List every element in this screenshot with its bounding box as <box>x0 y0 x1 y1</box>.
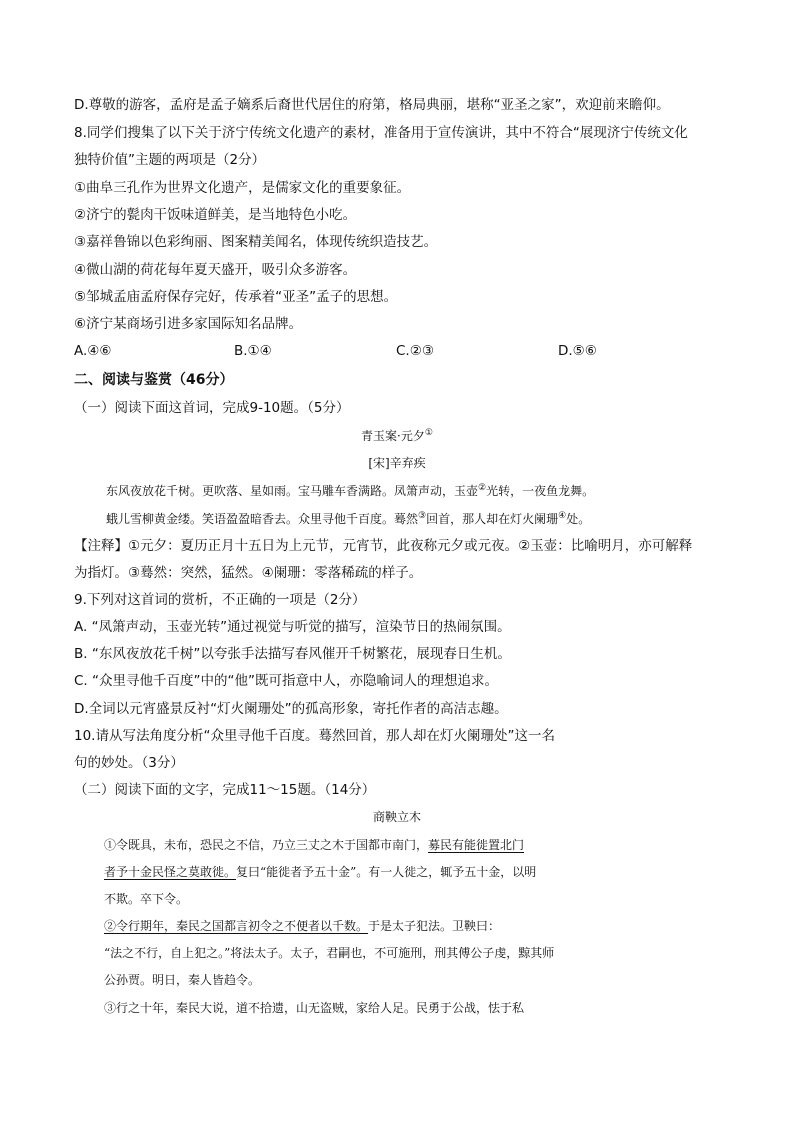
q10-line2: 句的妙处。（3分） <box>74 755 184 771</box>
poem-author: [宋]辛弃疾 <box>368 456 426 470</box>
passage-p1-underlined-2: 者予十金民怪之莫敢徙。 <box>104 865 237 879</box>
passage-p1-line2 <box>104 862 536 882</box>
passage-p1-a: ①令既具，未布，恐民之不信，乃立三丈之木于国都市南门， <box>104 838 429 852</box>
poem-title-note: ① <box>424 428 433 438</box>
poem-line-1-b: 光转，一夜鱼龙舞。 <box>486 484 595 498</box>
q8-stem-line2: 独特价值”主题的两项是（2分） <box>74 152 266 168</box>
q9-option-b: B. “东风夜放花千树”以夸张手法描写春风催开千树繁花，展现春日生机。 <box>74 646 511 662</box>
section-heading: 二、阅读与鉴赏（46分） <box>74 372 234 388</box>
q8-option-d: D.⑤⑥ <box>558 343 597 359</box>
q8-item-2: ②济宁的甏肉干饭味道鲜美，是当地特色小吃。 <box>74 207 357 223</box>
poem-line-2-c: 处。 <box>566 512 591 526</box>
part2-intro: （二）阅读下面的文字，完成11～15题。（14分） <box>74 782 376 798</box>
poem-line-2-b: 回首，那人却在灯火阑珊 <box>426 512 559 526</box>
poem-line-1-a: 东风夜放花千树。更吹落、星如雨。宝马雕车香满路。凤箫声动，玉壶 <box>106 484 479 498</box>
poem-title <box>0 426 794 446</box>
q9-option-a: A. “凤箫声动，玉壶光转”通过视觉与听觉的描写，渲染节日的热闹氛围。 <box>74 619 511 635</box>
passage-p1-b: 复曰“能徙者予五十金”。有一人徙之，辄予五十金，以明 <box>236 865 537 879</box>
q8-item-6: ⑥济宁某商场引进多家国际知名品牌。 <box>74 316 303 332</box>
passage-p1-underlined-1: 募民有能徙置北门 <box>428 838 525 852</box>
q8-option-b: B.①④ <box>234 343 272 359</box>
passage-p2-underlined: ②令行期年，秦民之国都言初令之不便者以千数。 <box>104 919 369 933</box>
poem-title-text: 青玉案·元夕 <box>361 429 425 443</box>
passage-p2-line1 <box>104 916 500 936</box>
poem-line-1-note: ② <box>478 483 487 493</box>
poem-line-2-note1: ③ <box>418 511 427 521</box>
q9-option-d: D.全词以元宵盛景反衬“灯火阑珊处”的孤高形象，寄托作者的高洁志趣。 <box>74 701 508 717</box>
passage-p1-line1 <box>104 835 524 855</box>
poem-line-2-note2: ④ <box>558 511 567 521</box>
passage-p2-a: 于是太子犯法。卫鞅曰： <box>368 919 501 933</box>
q9-option-c: C. “众里寻他千百度”中的“他”既可指意中人，亦隐喻词人的理想追求。 <box>74 673 498 689</box>
part1-intro: （一）阅读下面这首词，完成9-10题。（5分） <box>74 400 350 416</box>
passage-p2-line3: 公孙贾。明日，秦人皆趋令。 <box>104 973 261 987</box>
q8-option-c: C.②③ <box>396 343 434 359</box>
q7-option-d: D.尊敬的游客，孟府是孟子嫡系后裔世代居住的府第，格局典丽，堪称“亚圣之家”，欢迎前来瞻仰。 <box>74 97 670 113</box>
q8-item-3: ③嘉祥鲁锦以色彩绚丽、图案精美闻名，体现传统织造技艺。 <box>74 234 438 250</box>
q9-stem: 9.下列对这首词的赏析，不正确的一项是（2分） <box>74 592 366 608</box>
passage-p1-line3: 不欺。卒下令。 <box>104 892 189 906</box>
passage-title: 商鞅立木 <box>372 810 421 824</box>
q8-stem-line1: 8.同学们搜集了以下关于济宁传统文化遗产的素材，准备用于宣传演讲，其中不符合“展现济宁传统文化 <box>74 125 688 141</box>
passage-p3-line1: ③行之十年，秦民大说，道不拾遗，山无盗贼，家给人足。民勇于公战，怯于私 <box>104 1001 525 1015</box>
q10-line1: 10.请从写法角度分析“众里寻他千百度。蓦然回首，那人却在灯火阑珊处”这一名 <box>74 728 555 744</box>
annotation-line1: 【注释】①元夕：夏历正月十五日为上元节，元宵节，此夜称元夕或元夜。②玉壶：比喻明月，亦可解释 <box>74 538 693 554</box>
q8-item-4: ④微山湖的荷花每年夏天盛开，吸引众多游客。 <box>74 262 357 278</box>
annotation-line2: 为指灯。③蓦然：突然，猛然。④阑珊：零落稀疏的样子。 <box>74 565 423 581</box>
q8-item-5: ⑤邹城孟庙孟府保存完好，传承着“亚圣”孟子的思想。 <box>74 289 398 305</box>
passage-p2-line2: “法之不行，自上犯之。”将法太子。太子，君嗣也，不可施刑，刑其傅公子虔，黥其师 <box>104 946 555 960</box>
poem-line-1 <box>106 481 594 501</box>
poem-line-2 <box>106 509 590 529</box>
q8-option-a: A.④⑥ <box>74 343 112 359</box>
poem-line-2-a: 蛾儿雪柳黄金缕。笑语盈盈暗香去。众里寻他千百度。蓦然 <box>106 512 419 526</box>
q8-item-1: ①曲阜三孔作为世界文化遗产，是儒家文化的重要象征。 <box>74 180 411 196</box>
